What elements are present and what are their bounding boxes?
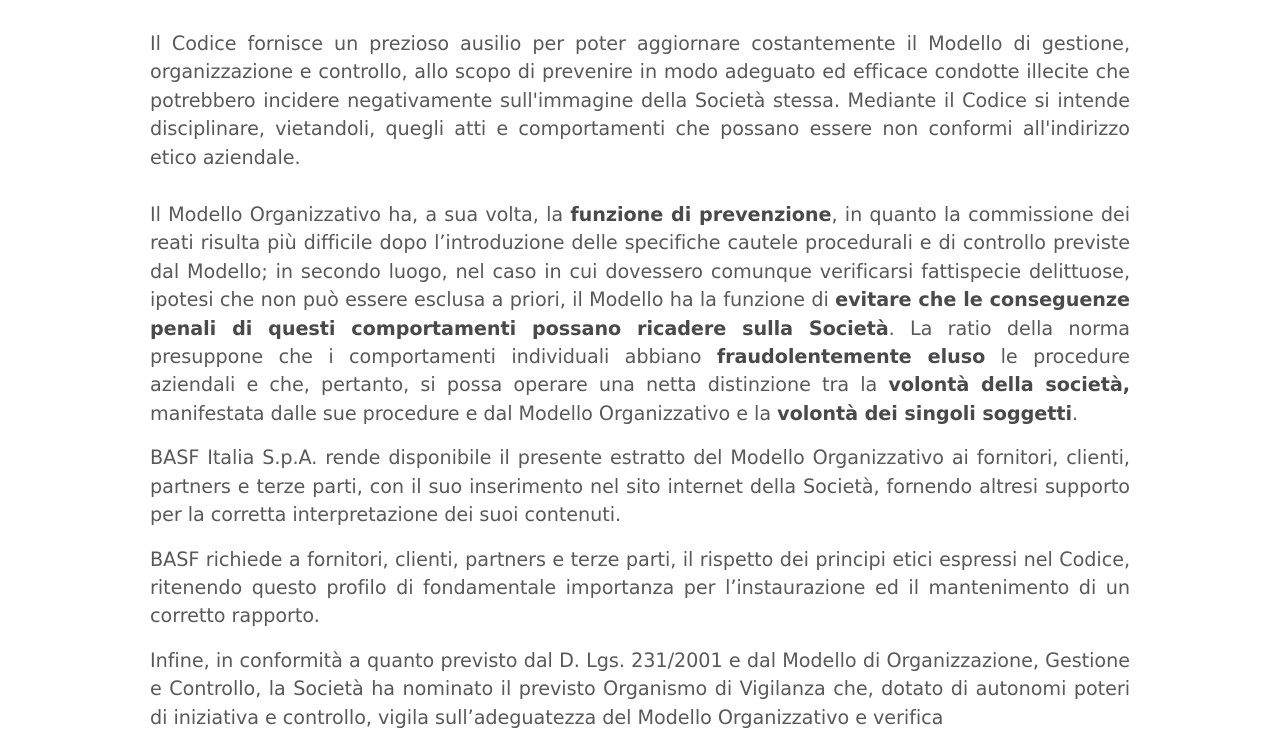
text-run: .: [1072, 401, 1079, 425]
text-run: , in quanto la commissione dei reati risulta più difficile dopo l’introduzione delle specifiche cautele procedurali e di controllo previste dal Modello; in secondo luogo, nel caso in cui dovessero comunque verificarsi fattispecie delittuose, ipotesi che non può essere esclusa a priori, il Modello ha la funzione di: [150, 203, 1131, 312]
paragraph-modello-organizzativo: [150, 201, 1130, 428]
text-run: BASF Italia S.p.A. rende disponibile il presente estratto del Modello Organizzativo ai fornitori, clienti, partners e terze parti, con il suo inserimento nel sito internet della Società, fornendo altresi supporto per la corretta interpretazione dei suoi contenuti.: [150, 446, 1130, 527]
paragraph-basf-italia-estratto: [150, 444, 1130, 529]
text-run-bold-evitare-conseguenze-penali: evitare che le conseguenze penali di questi comportamenti possano ricadere sulla Società: [150, 288, 1130, 340]
top-margin-spacer: [150, 0, 1130, 30]
text-run: BASF richiede a fornitori, clienti, partners e terze parti, il rispetto dei principi etici espressi nel Codice, ritenendo questo profilo di fondamentale importanza per l’instaurazione ed il mantenimento di un corretto rapporto.: [150, 547, 1130, 628]
paragraph-spacer: [150, 428, 1130, 444]
paragraph-basf-richiede: [150, 546, 1130, 631]
paragraph-spacer: [150, 631, 1130, 647]
paragraph-spacer: [150, 172, 1130, 201]
document-text-column: [150, 0, 1130, 732]
text-run: Il Codice fornisce un prezioso ausilio per poter aggiornare costantemente il Modello di gestione, organizzazione e controllo, allo scopo di prevenire in modo adeguato ed efficace condotte illecite che potrebbero incidere negativamente sull'immagine della Società stessa. Mediante il Codice si intende disciplinare, vietandoli, quegli atti e comportamenti che possano essere non conformi all'indirizzo etico aziendale.: [150, 32, 1130, 169]
text-run: Infine, in conformità a quanto previsto dal D. Lgs. 231/2001 e dal Modello di Organizzazione, Gestione e Controllo, la Società ha nominato il previsto Organismo di Vigilanza che, dotato di autonomi poteri di iniziativa e controllo, vigila sull’adeguatezza del Modello Organizzativo e verifica: [150, 648, 1130, 729]
text-run-bold-volonta-della-societa: volontà della società,: [888, 373, 1130, 397]
paragraph-infine-organismo-vigilanza: [150, 647, 1130, 732]
text-run-bold-volonta-dei-singoli-soggetti: volontà dei singoli soggetti: [777, 401, 1073, 425]
text-run: manifestata dalle sue procedure e dal Modello Organizzativo e la: [150, 401, 778, 425]
text-run: le procedure aziendali e che, pertanto, si possa operare una netta distinzione tra la: [150, 345, 1130, 397]
text-run-bold-fraudolentemente-eluso: fraudolentemente eluso: [716, 345, 986, 369]
text-run: . La ratio della norma presuppone che i comportamenti individuali abbiano: [150, 316, 1130, 369]
paragraph-spacer: [150, 530, 1130, 546]
paragraph-codice-ausilio: [150, 30, 1130, 172]
text-run-bold-funzione-di-prevenzione: funzione di prevenzione: [570, 203, 832, 227]
text-run: Il Modello Organizzativo ha, a sua volta, la: [150, 203, 571, 227]
